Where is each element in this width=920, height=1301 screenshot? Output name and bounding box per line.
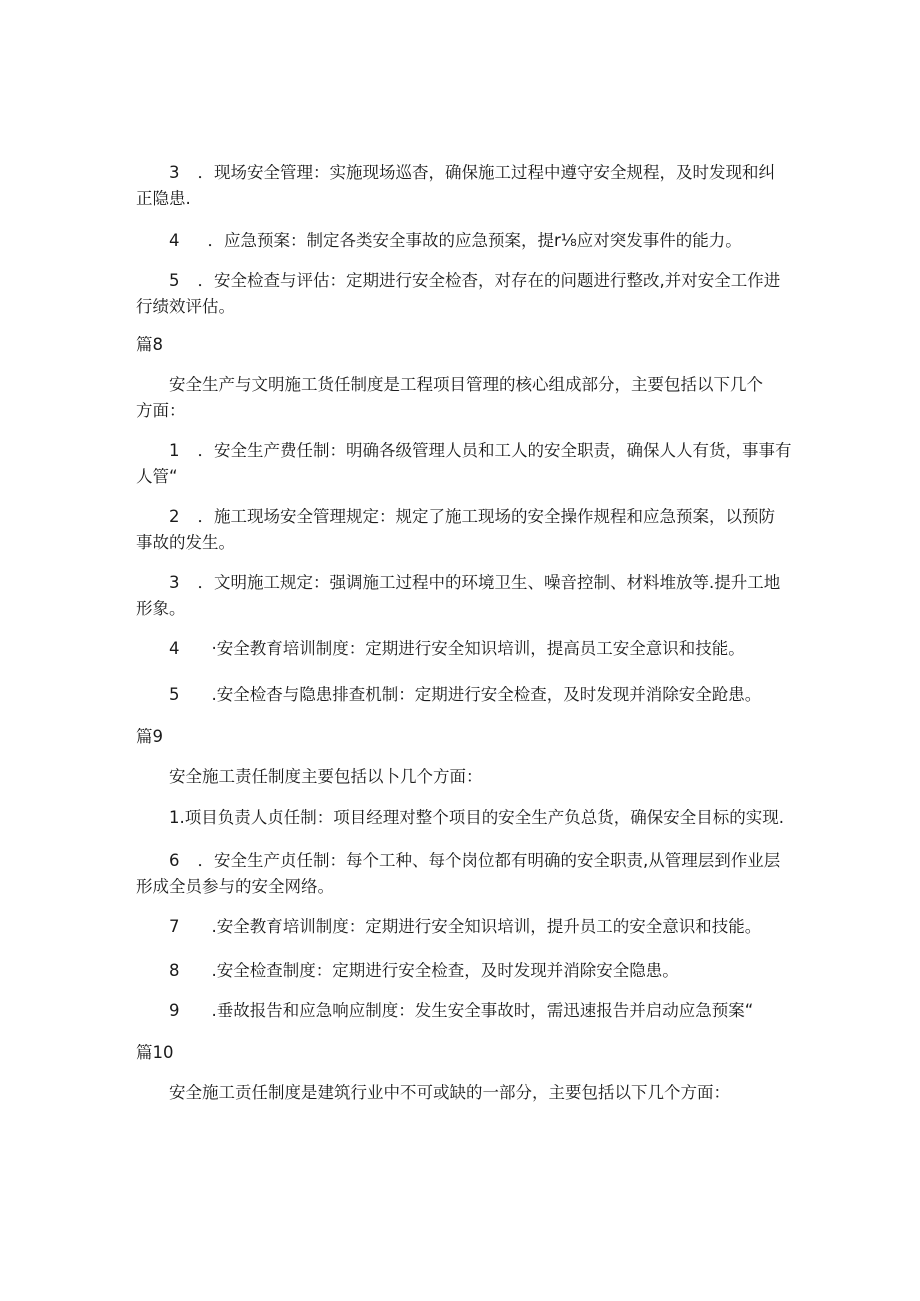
item-number: 2	[169, 507, 180, 526]
list-item	[136, 438, 792, 490]
list-item	[136, 228, 788, 254]
item-text: ．文明施工规定：强调施工过程中的环境卫生、噪音控制、材料堆放等.提升工地	[197, 573, 781, 592]
item-text: 人管“	[136, 467, 178, 486]
item-text: 1.项目负责人贞任制：项目经理对整个项目的安全生产负总货，确保安全目标的实现.	[169, 808, 784, 827]
list-item	[136, 268, 788, 320]
list-item	[136, 570, 788, 622]
item-number: 7	[169, 917, 180, 936]
item-text: ．安全生产费任制：明确各级管理人员和工人的安全职责，确保人人有货，事事有	[197, 441, 792, 460]
item-number: 4	[169, 231, 180, 250]
item-text: .安全检查制度：定期进行安全检查，及时发现并消除安全隐患。	[211, 961, 679, 980]
item-text: .安全教育培训制度：定期进行安全知识培训，提升员工的安全意识和技能。	[211, 917, 762, 936]
list-item	[136, 848, 788, 900]
list-item	[136, 504, 788, 556]
list-item	[136, 958, 788, 984]
item-number: 3	[169, 573, 180, 592]
item-number: 1	[169, 441, 180, 460]
item-text: .安全检杳与隐患排查机制：定期进行安全检查，及时发现并消除安全跄患。	[211, 685, 762, 704]
item-text: ．施工现场安全管理规定：规定了施工现场的安全操作规程和应急预案，以预防	[197, 507, 775, 526]
section-heading: 篇10	[136, 1043, 174, 1062]
item-number: 4	[169, 639, 180, 658]
list-item	[136, 998, 788, 1024]
item-number: 3	[169, 163, 180, 182]
section-heading: 篇9	[136, 727, 163, 746]
paragraph: 安全生产与文明施工货任制度是工程项目管理的核心组成部分，主要包括以下几个 方面：	[136, 375, 763, 420]
list-item	[136, 914, 788, 940]
item-text: ．现场安全管理：实施现场巡杳，确保施工过程中遵守安全规程，及时发现和纠	[197, 163, 775, 182]
paragraph: 安全施工贡任制度是建筑行业中不可或缺的一部分，主要包括以下几个方面：	[169, 1083, 730, 1102]
item-text: ．应急预案：制定各类安全事故的应急预案，提r⅛应对突发事件的能力。	[207, 231, 742, 250]
list-item	[136, 636, 788, 662]
item-text: 形象。	[136, 599, 186, 618]
item-number: 9	[169, 1001, 180, 1020]
item-number: 8	[169, 961, 180, 980]
list-item	[136, 805, 788, 831]
list-item	[136, 682, 788, 708]
list-item	[136, 160, 788, 212]
item-text: 事故的发生。	[136, 533, 235, 552]
item-text: ·安全教育培训制度：定期进行安全知识培训，提高员工安全意识和技能。	[211, 639, 745, 658]
item-text: 形成全员参与的安全网络。	[136, 877, 334, 896]
paragraph: 安全施工责任制度主要包括以卜几个方面：	[169, 767, 483, 786]
item-text: .垂故报告和应急响应制度：发生安全事故时，需迅速报告并启动应急预案“	[211, 1001, 754, 1020]
item-text: ．安全生产贞任制：每个工种、每个岗位都有明确的安全职责,从管理层到作业层	[197, 851, 781, 870]
item-text: ．安全检查与评估：定期进行安全检杳，对存在的问题进行整改,并对安全工作进	[197, 271, 781, 290]
item-number: 5	[169, 271, 180, 290]
section-heading: 篇8	[136, 335, 163, 354]
item-text: 行绩效评估。	[136, 297, 235, 316]
item-number: 6	[169, 851, 180, 870]
item-text: 正隐患.	[136, 189, 191, 208]
item-number: 5	[169, 685, 180, 704]
